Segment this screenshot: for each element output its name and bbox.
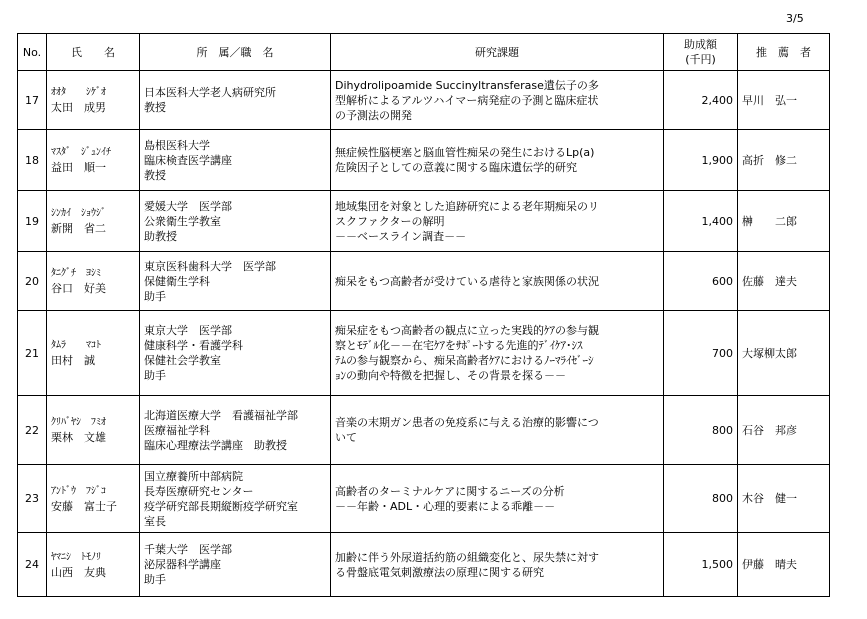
- name-cell: [47, 311, 140, 396]
- table-row: [18, 191, 830, 252]
- affiliation-line: 公衆衛生学教室: [144, 214, 221, 228]
- affiliation-cell: [140, 130, 331, 191]
- topic-line: 危険因子としての意義に関する臨床遺伝学的研究: [335, 161, 577, 174]
- name-kanji: 田村 誠: [51, 354, 95, 367]
- name-kana: ﾔﾏﾆｼ ﾄﾓﾉﾘ: [51, 551, 101, 563]
- row-number: 17: [18, 71, 47, 130]
- amount-cell: 600: [664, 252, 738, 311]
- row-number: 18: [18, 130, 47, 191]
- table-row: [18, 396, 830, 465]
- row-number: 20: [18, 252, 47, 311]
- name-cell: [47, 130, 140, 191]
- topic-line: 音楽の末期ガン患者の免疫系に与える治療的影響につ: [335, 416, 599, 429]
- table-row: [18, 311, 830, 396]
- header-no: No.: [18, 34, 47, 71]
- topic-line: いて: [335, 431, 357, 444]
- recommender-cell: 石谷 邦彦: [738, 396, 830, 465]
- affiliation-line: 千葉大学 医学部: [144, 543, 232, 556]
- grant-table: [17, 33, 830, 597]
- amount-cell: 1,500: [664, 533, 738, 597]
- name-kanji: 太田 成男: [51, 101, 106, 114]
- name-kanji: 山西 友典: [51, 565, 106, 579]
- affiliation-cell: [140, 311, 331, 396]
- affiliation-line: 健康科学・看護学科: [144, 339, 243, 352]
- topic-line: る骨盤底電気刺激療法の原理に関する研究: [335, 565, 544, 579]
- topic-cell: [331, 130, 664, 191]
- affiliation-line: 北海道医療大学 看護福祉学部: [144, 408, 298, 422]
- amount-cell: 800: [664, 396, 738, 465]
- name-kana: ｵｵﾀ ｼｹﾞｵ: [51, 87, 106, 98]
- affiliation-line: 医療福祉学科: [144, 423, 210, 437]
- row-number: 21: [18, 311, 47, 396]
- topic-line: 地域集団を対象とした追跡研究による老年期痴呆のリ: [335, 199, 599, 213]
- topic-line: 察とﾓﾃﾞﾙ化－－在宅ｹｱをｻﾎﾟｰﾄする先進的ﾃﾞｲｹｱ･ｼｽ: [335, 339, 583, 352]
- topic-line: 痴呆症をもつ高齢者の観点に立った実践的ｹｱの参与観: [335, 324, 599, 337]
- affiliation-line: 国立療養所中部病院: [144, 469, 243, 483]
- name-kana: ｼﾝｶｲ ｼｮｳｼﾞ: [51, 208, 106, 219]
- name-kanji: 新開 省二: [51, 222, 106, 235]
- affiliation-line: 助教授: [144, 229, 177, 243]
- recommender-cell: 木谷 健一: [738, 465, 830, 533]
- affiliation-line: 保健衛生学科: [144, 274, 210, 288]
- header-amount-line2: (千円): [685, 53, 716, 66]
- topic-line: の予測法の開発: [335, 108, 412, 122]
- affiliation-line: 東京医科歯科大学 医学部: [144, 259, 276, 273]
- row-number: 19: [18, 191, 47, 252]
- table-row: [18, 252, 830, 311]
- header-affiliation: 所 属／職 名: [140, 34, 331, 71]
- topic-line: 加齢に伴う外尿道括約筋の組織変化と、尿失禁に対す: [335, 550, 599, 564]
- amount-cell: 2,400: [664, 71, 738, 130]
- row-number: 23: [18, 465, 47, 533]
- affiliation-line: 教授: [144, 168, 166, 182]
- affiliation-line: 愛媛大学 医学部: [144, 199, 232, 213]
- topic-line: 型解析によるアルツハイマー病発症の予測と臨床症状: [335, 93, 599, 107]
- name-cell: [47, 533, 140, 597]
- amount-cell: 1,400: [664, 191, 738, 252]
- header-recommender: 推 薦 者: [738, 34, 830, 71]
- table-row: [18, 465, 830, 533]
- affiliation-line: 助手: [144, 573, 166, 586]
- name-kana: ﾀﾑﾗ ﾏｺﾄ: [51, 340, 101, 351]
- table-row: [18, 71, 830, 130]
- topic-line: Dihydrolipoamide Succinyltransferase遺伝子の多: [335, 78, 599, 92]
- name-cell: [47, 71, 140, 130]
- table-row: [18, 533, 830, 597]
- name-kana: ﾀﾆｸﾞﾁ ﾖｼﾐ: [51, 268, 101, 279]
- affiliation-line: 臨床検査医学講座: [144, 153, 232, 167]
- table-header-row: [18, 34, 830, 71]
- topic-cell: [331, 533, 664, 597]
- affiliation-line: 助手: [144, 369, 166, 382]
- affiliation-line: 教授: [144, 101, 166, 114]
- topic-cell: [331, 191, 664, 252]
- name-cell: [47, 252, 140, 311]
- header-amount: [664, 34, 738, 71]
- recommender-cell: 早川 弘一: [738, 71, 830, 130]
- recommender-cell: 伊藤 晴夫: [738, 533, 830, 597]
- affiliation-line: 助手: [144, 289, 166, 303]
- affiliation-line: 室長: [144, 514, 166, 528]
- affiliation-cell: [140, 396, 331, 465]
- name-kanji: 益田 順一: [51, 161, 106, 174]
- name-kana: ｸﾘﾊﾞﾔｼ ﾌﾐｵ: [51, 417, 106, 428]
- affiliation-line: 島根医科大学: [144, 138, 210, 152]
- affiliation-line: 長寿医療研究センター: [144, 484, 254, 498]
- amount-cell: 800: [664, 465, 738, 533]
- recommender-cell: 大塚柳太郎: [738, 311, 830, 396]
- amount-cell: 1,900: [664, 130, 738, 191]
- topic-line: 痴呆をもつ高齢者が受けている虐待と家族関係の状況: [335, 274, 599, 288]
- recommender-cell: 高折 修二: [738, 130, 830, 191]
- name-kanji: 栗林 文雄: [51, 431, 106, 444]
- affiliation-line: 日本医科大学老人病研究所: [144, 86, 276, 99]
- name-kana: ｱﾝﾄﾞｳ ﾌｼﾞｺ: [51, 485, 106, 497]
- affiliation-cell: [140, 465, 331, 533]
- affiliation-cell: [140, 252, 331, 311]
- name-kana: ﾏｽﾀﾞ ｼﾞｭﾝｲﾁ: [51, 147, 111, 158]
- topic-line: 無症候性脳梗塞と脳血管性痴呆の発生におけるLp(a): [335, 146, 595, 159]
- name-cell: [47, 191, 140, 252]
- header-name: 氏 名: [47, 34, 140, 71]
- topic-line: スクファクターの解明: [335, 214, 445, 228]
- topic-cell: [331, 465, 664, 533]
- header-amount-line1: 助成額: [684, 38, 717, 51]
- topic-line: 高齢者のターミナルケアに関するニーズの分析: [335, 484, 565, 498]
- amount-cell: 700: [664, 311, 738, 396]
- affiliation-line: 臨床心理療法学講座 助教授: [144, 438, 287, 452]
- name-cell: [47, 396, 140, 465]
- name-kanji: 谷口 好美: [51, 282, 106, 295]
- name-cell: [47, 465, 140, 533]
- row-number: 24: [18, 533, 47, 597]
- affiliation-line: 疫学研究部長期縦断疫学研究室: [144, 499, 298, 513]
- affiliation-cell: [140, 533, 331, 597]
- topic-cell: [331, 396, 664, 465]
- affiliation-cell: [140, 191, 331, 252]
- page-number: 3/5: [786, 12, 804, 25]
- recommender-cell: 佐藤 達夫: [738, 252, 830, 311]
- topic-line: ｮﾝの動向や特徴を把握し、その背景を探る－－: [335, 369, 566, 382]
- affiliation-line: 保健社会学教室: [144, 354, 221, 367]
- topic-cell: [331, 252, 664, 311]
- topic-cell: [331, 311, 664, 396]
- row-number: 22: [18, 396, 47, 465]
- affiliation-line: 泌尿器科学講座: [144, 558, 221, 571]
- recommender-cell: 榊 二郎: [738, 191, 830, 252]
- affiliation-cell: [140, 71, 331, 130]
- topic-line: ﾃﾑの参与観察から、痴呆高齢者ｹｱにおけるﾉｰﾏﾗｲｾﾞｰｼ: [335, 354, 594, 367]
- header-topic: 研究課題: [331, 34, 664, 71]
- table-row: [18, 130, 830, 191]
- name-kanji: 安藤 富士子: [51, 499, 117, 513]
- affiliation-line: 東京大学 医学部: [144, 324, 232, 337]
- topic-line: －－年齢・ADL・心理的要素による乖離－－: [335, 499, 556, 513]
- topic-line: －－ベースライン調査－－: [335, 229, 467, 243]
- topic-cell: [331, 71, 664, 130]
